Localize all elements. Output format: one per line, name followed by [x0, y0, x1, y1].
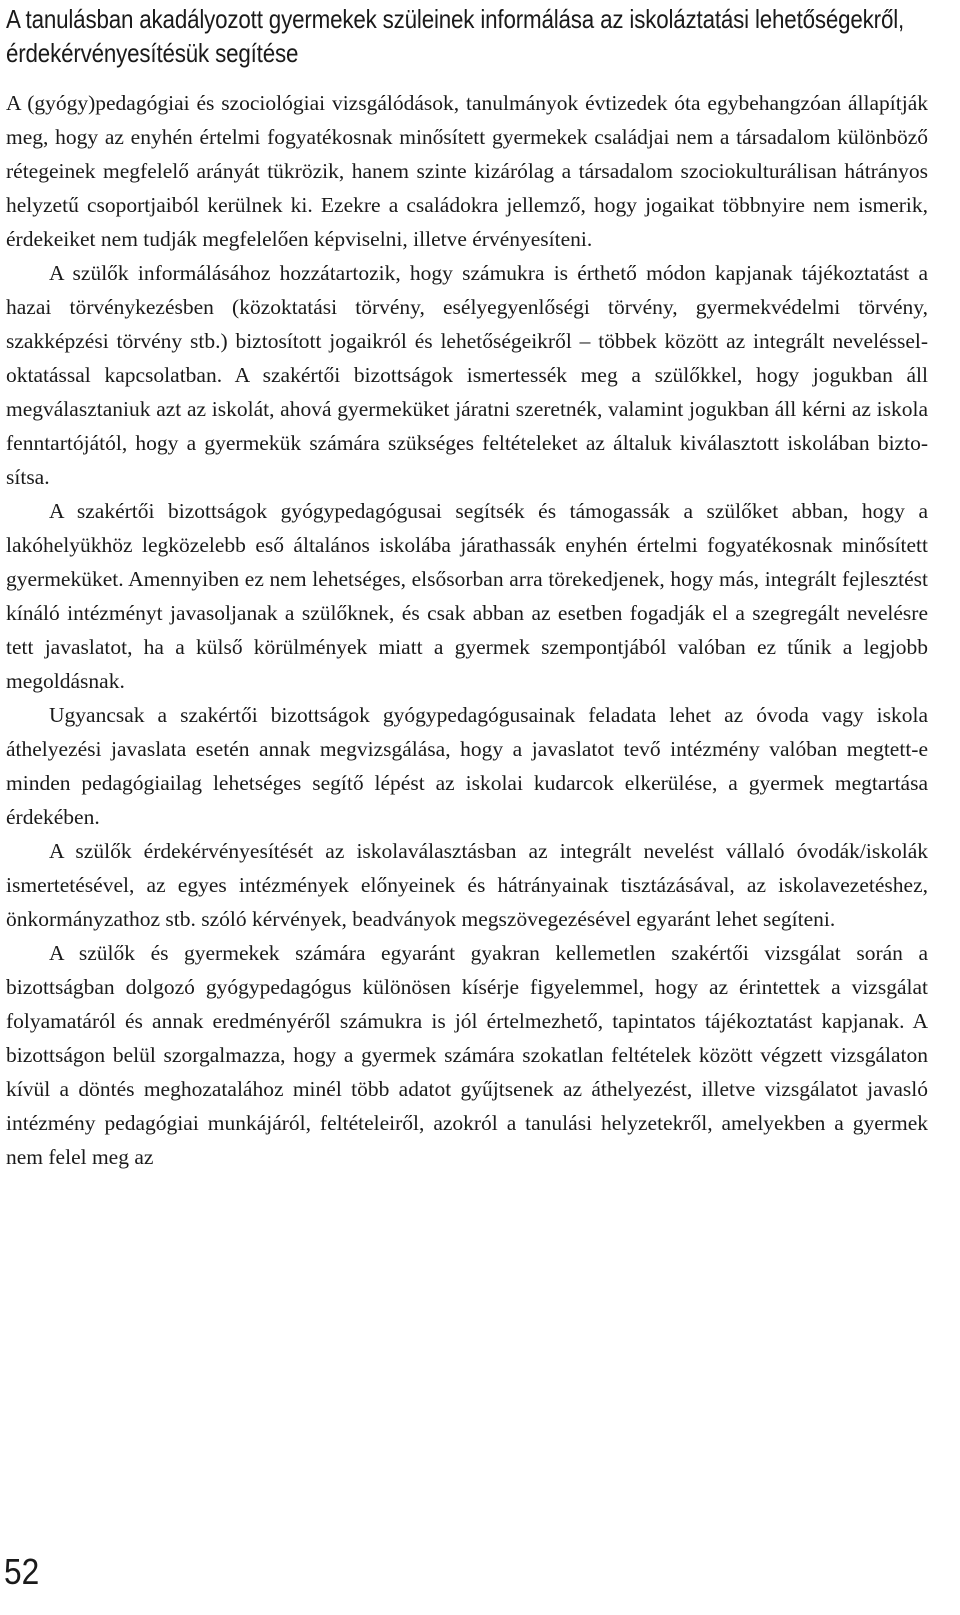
paragraph-2: A szülők informálásához hozzátartozik, hogy számukra is érthető módon kapjanak tájékoztatást a hazai törvénykezésben (közoktatási törvény, esélyegyenlőségi törvény, gyermekvédelmi törvény, szakképzési törvény stb.) biztosított jogaikról és lehetőségeikről – többek között az integrált neveléssel-oktatással kapcsolatban. A szakértői bizottságok ismertessék meg a szülőkkel, hogy jogukban áll megválasztaniuk azt az iskolát, ahová gyermeküket járatni szeretnék, valamint jogukban áll kérni az iskola fenntartójától, hogy a gyermekük számára szükséges feltételeket az általuk kiválasztott iskolában biztosítsa.	[6, 261, 928, 489]
paragraph-3: A szakértői bizottságok gyógypedagógusai segítsék és támogassák a szülőket abban, hogy a lakóhelyükhöz legközelebb eső általános iskolába járathassák enyhén értelmi fogyatékosnak minősített gyermeküket. Amennyiben ez nem lehetséges, elsősorban arra törekedjenek, hogy más, integrált fejlesztést kínáló intézményt javasoljanak a szülőknek, és csak abban az esetben fogadják el a szegregált nevelésre tett javaslatot, ha a külső körülmények miatt a gyermek szempontjából valóban ez tűnik a legjobb megoldásnak.	[6, 499, 928, 693]
paragraph-6: A szülők és gyermekek számára egyaránt gyakran kellemetlen szakértői vizsgálat során a bizottságban dolgozó gyógypedagógus különösen kísérje figyelemmel, hogy az érintettek a vizsgálat folyamatáról és annak eredményéről számukra is jól értelmezhető, tapintatos tájékoztatást kapjanak. A bizottságon belül szorgalmazza, hogy a gyermek számára szokatlan feltételek között végzett vizsgálaton kívül a döntés meghozatalához minél több adatot gyűjtsenek az áthelyezést, illetve vizsgálatot javasló intézmény pedagógiai munkájáról, feltételeiről, azokról a tanulási helyzetekről, amelyekben a gyermek nem felel meg az	[6, 941, 928, 1169]
body-text	[6, 86, 928, 1174]
document-page	[6, 0, 928, 1169]
page-number: 52	[4, 1551, 40, 1592]
paragraph-5: A szülők érdekérvényesítését az iskolaválasztásban az integrált nevelést vállaló óvodák/iskolák ismertetésével, az egyes intézmények előnyeinek és hátrányainak tisztázásával, az iskolavezetéshez, önkormányzathoz stb. szóló kérvények, beadványok megszövegezésével egyaránt lehet segíteni.	[6, 839, 928, 931]
paragraph-4: Ugyancsak a szakértői bizottságok gyógypedagógusainak feladata lehet az óvoda vagy iskola áthelyezési javaslata esetén annak megvizsgálása, hogy a javaslatot tevő intézmény valóban megtett-e minden pedagógiailag lehetséges segítő lépést az iskolai kudarcok elkerülése, a gyermek megtartása érdekében.	[6, 703, 928, 829]
paragraph-1: A (gyógy)pedagógiai és szociológiai vizsgálódások, tanulmányok évtizedek óta egybehangzóan állapítják meg, hogy az enyhén értelmi fogyatékosnak minősített gyermekek családjai nem a társadalom különböző rétegeinek megfelelő arányát tükrözik, hanem szinte kizárólag a társadalom szociokulturálisan hátrányos helyzetű csoportjaiból kerülnek ki. Ezekre a családokra jellemző, hogy jogaikat többnyire nem ismerik, érdekeiket nem tudják megfelelően képviselni, illetve érvényesíteni.	[6, 91, 928, 251]
section-title: A tanulásban akadályozott gyermekek szüleinek informálása az iskoláztatási lehetőségekről, érdekérvényesítésük segítése	[6, 4, 905, 68]
